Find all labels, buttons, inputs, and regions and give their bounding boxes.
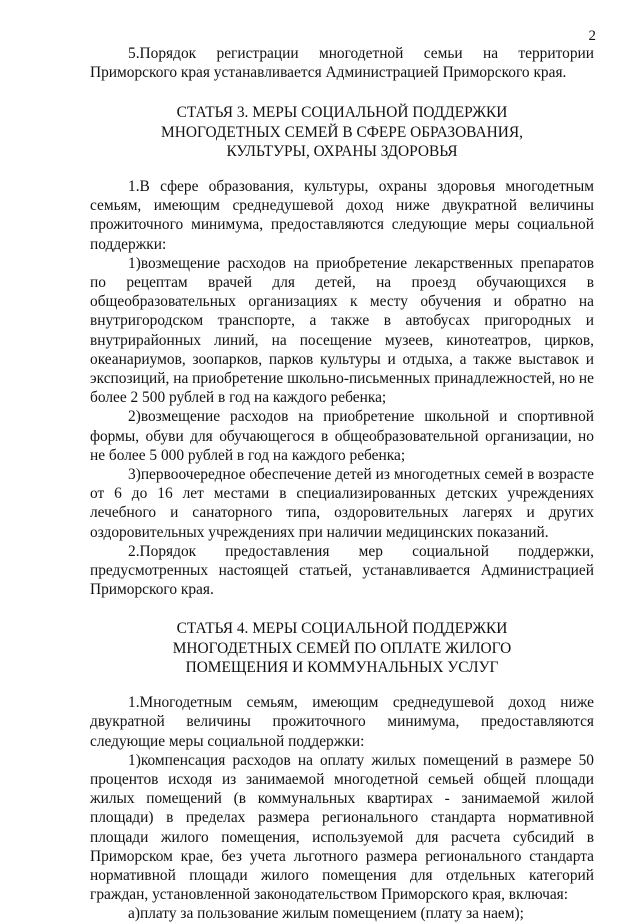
article-3-heading: СТАТЬЯ 3. МЕРЫ СОЦИАЛЬНОЙ ПОДДЕРЖКИ МНОГОДЕТНЫХ СЕМЕЙ В СФЕРЕ ОБРАЗОВАНИЯ, КУЛЬТУРЫ, ОХРАНЫ ЗДОРОВЬЯ <box>161 104 523 160</box>
article-4-heading: СТАТЬЯ 4. МЕРЫ СОЦИАЛЬНОЙ ПОДДЕРЖКИ МНОГОДЕТНЫХ СЕМЕЙ ПО ОПЛАТЕ ЖИЛОГО ПОМЕЩЕНИЯ И КОММУНАЛЬНЫХ УСЛУГ <box>172 620 512 676</box>
article-4-item-1: 1)компенсация расходов на оплату жилых помещений в размере 50 процентов исходя из занимаемой многодетной семьей общей площади жилых помещений (в коммунальных квартирах - занимаемой жилой площади) в пределах размера регионального стандарта нормативной площади жилого помещения, используемой для расчета субсидий в Приморском крае, без учета льготного размера регионального стандарта нормативной площади жилого помещения для отдельных категорий граждан, установленной законодательством Приморского края, включая: <box>90 751 594 904</box>
article-4-paragraph-1: 1.Многодетным семьям, имеющим среднедушевой доход ниже двукратной величины прожиточного минимума, предоставляются следующие меры социальной поддержки: <box>90 694 594 750</box>
article-3-item-1: 1)возмещение расходов на приобретение лекарственных препаратов по рецептам врачей для детей, на проезд обучающихся в общеобразовательных организациях к месту обучения и обратно на внутригородском транспорте, а также в автобусах пригородных и внутрирайонных линий, на посещение музеев, кинотеатров, цирков, океанариумов, зоопарков, парков культуры и отдыха, а также выставок и экспозиций, на приобретение школьно-письменных принадлежностей, но не более 2 500 рублей в год на каждого ребенка; <box>90 254 594 407</box>
article-3-paragraph-1: 1.В сфере образования, культуры, охраны здоровья многодетным семьям, имеющим среднедушевой доход ниже двукратной величины прожиточного минимума, предоставляются следующие меры социальной поддержки: <box>90 178 594 253</box>
article-3-item-3: 3)первоочередное обеспечение детей из многодетных семей в возрасте от 6 до 16 лет местами в специализированных детских учреждениях лечебного и санаторного типа, оздоровительных лагерях и других оздоровительных учреждениях при наличии медицинских показаний. <box>90 466 594 541</box>
spacer <box>90 599 594 619</box>
paragraph-registration-order: 5.Порядок регистрации многодетной семьи на территории Приморского края устанавливается Администрацией Приморского края. <box>90 45 594 82</box>
spacer <box>90 161 594 177</box>
article-4-subitem-a: а)плату за пользование жилым помещением (плату за наем); <box>128 905 524 923</box>
article-3-item-2: 2)возмещение расходов на приобретение школьной и спортивной формы, обуви для обучающегося в общеобразовательной организации, но не более 5 000 рублей в год на каждого ребенка; <box>90 408 594 464</box>
document-body <box>90 44 594 924</box>
spacer <box>90 677 594 693</box>
article-3-paragraph-2: 2.Порядок предоставления мер социальной поддержки, предусмотренных настоящей статьей, устанавливается Администрацией Приморского края. <box>90 542 594 599</box>
page-number: 2 <box>588 28 596 44</box>
spacer <box>90 82 594 103</box>
